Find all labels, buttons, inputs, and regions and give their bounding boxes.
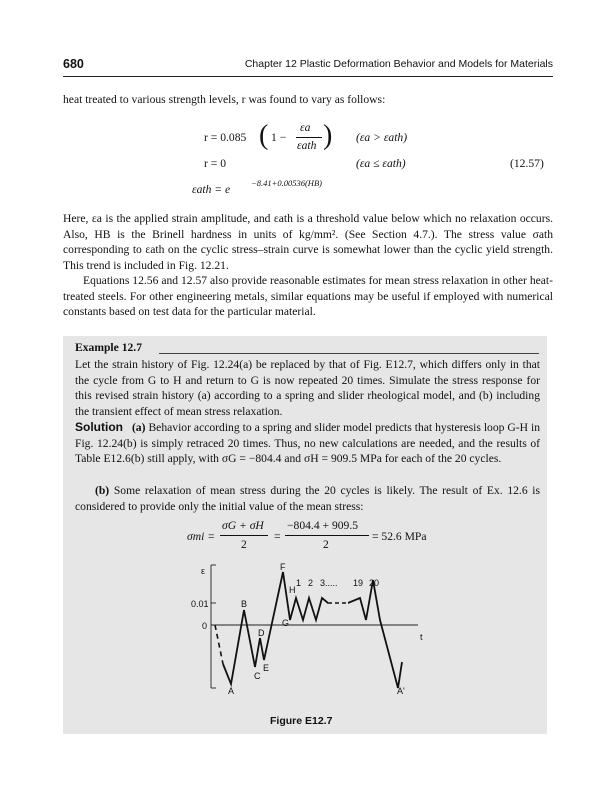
eq-line1-num: εa bbox=[300, 121, 311, 134]
paragraph-2: Equations 12.56 and 12.57 also provide reasonable estimates for mean stress relaxation in other heat-treated steels. For other engineering metals, similar equations may be useful if employed with numerical constants based on test data for the particular material. bbox=[63, 274, 553, 319]
point-label-a-prime: A' bbox=[397, 686, 405, 696]
solution-label: Solution bbox=[75, 420, 123, 434]
point-label-f: F bbox=[280, 562, 286, 572]
point-label-b: B bbox=[241, 599, 248, 609]
eq-paren-close: ) bbox=[323, 120, 333, 151]
eq-bar2 bbox=[285, 535, 369, 536]
cycle-label-19: 19 bbox=[353, 578, 364, 588]
tick-0-label: 0 bbox=[202, 621, 208, 631]
tick-001-label: 0.01 bbox=[191, 599, 209, 609]
strain-history-line bbox=[223, 572, 402, 688]
solution-part-a bbox=[75, 420, 540, 467]
eq-paren-open: ( bbox=[259, 120, 269, 151]
running-title: Chapter 12 Plastic Deformation Behavior and Models for Materials bbox=[244, 58, 553, 70]
eq-line2-lhs: r = 0 bbox=[204, 157, 226, 170]
point-label-h: H bbox=[289, 585, 296, 595]
eq-line2-cond: (εa ≤ εath) bbox=[356, 157, 406, 170]
eq-number: (12.57) bbox=[510, 157, 544, 170]
part-a-label: (a) bbox=[131, 421, 146, 434]
cycle-label-2: 2 bbox=[308, 578, 314, 588]
eq-line3-exp: −8.41+0.00536(HB) bbox=[251, 178, 322, 188]
eq-line1-lhs: r = 0.085 bbox=[204, 131, 247, 144]
part-b-label: (b) bbox=[95, 484, 110, 497]
cycle-label-3: 3..... bbox=[320, 578, 338, 588]
part-a-text: Behavior according to a spring and slider model predicts that hysteresis loop G-H in Fig. 12.24(b) is simply retraced 20 times. Thus, no new calculations are needed, and the results of Table E12.6(b) still apply, with σG = −804.4 and σH = 909.5 MPa for each of the 20 cycles. bbox=[75, 421, 540, 466]
point-label-g: G bbox=[282, 618, 290, 628]
point-label-c: C bbox=[254, 671, 261, 681]
eq-num1: σG + σH bbox=[222, 519, 264, 532]
x-axis-label: t bbox=[420, 632, 423, 642]
eq-fraction-bar bbox=[296, 137, 322, 138]
header-rule bbox=[63, 76, 553, 77]
solution-part-b bbox=[75, 483, 540, 514]
eq-line1-den: εath bbox=[297, 139, 317, 152]
figure-caption: Figure E12.7 bbox=[270, 715, 333, 727]
example-title-rule bbox=[159, 353, 539, 354]
cycle-label-1: 1 bbox=[296, 578, 302, 588]
example-statement: Let the strain history of Fig. 12.24(a) be replaced by that of Fig. E12.7, which differs only in that the cycle from G to H and return to G is now repeated 20 times. Simulate the stress response for this revised strain history (a) according to a spring and slider rheological model, and (b) including the transient effect of mean stress relaxation. bbox=[75, 358, 540, 418]
part-b-text: Some relaxation of mean stress during the 20 cycles is likely. The result of Ex. 12.6 is considered to provide only the initial value of the mean stress: bbox=[75, 484, 541, 513]
eq-den2: 2 bbox=[323, 538, 329, 551]
intro-line: heat treated to various strength levels, r was found to vary as follows: bbox=[63, 93, 386, 106]
page-number: 680 bbox=[63, 57, 84, 71]
paragraph-1: Here, εa is the applied strain amplitude, and εath is a threshold value below which no relaxation occurs. Also, HB is the Brinell hardness in units of kg/mm². (See Section 4.7.). The stress value σath corresponding to εath on the cyclic stress–strain curve is somewhat lower than the cyclic yield strength. This trend is included in Fig. 12.21. bbox=[63, 212, 553, 272]
eq-mid: = bbox=[274, 530, 281, 543]
point-label-d: D bbox=[258, 628, 265, 638]
eq-rhs: = 52.6 MPa bbox=[372, 530, 427, 543]
eq-sigma-mi: σmi = bbox=[187, 530, 216, 543]
cycle-label-20: 20 bbox=[369, 578, 380, 588]
eq-bar1 bbox=[220, 535, 268, 536]
eq-one-minus: 1 − bbox=[271, 131, 287, 144]
eq-line1-cond: (εa > εath) bbox=[356, 131, 408, 144]
point-label-a: A bbox=[228, 686, 235, 696]
eq-num2: −804.4 + 909.5 bbox=[287, 519, 359, 532]
y-axis-label: ε bbox=[201, 566, 206, 576]
initial-dashed-segment bbox=[215, 625, 223, 664]
strain-history-figure bbox=[170, 560, 435, 705]
eq-den1: 2 bbox=[241, 538, 247, 551]
eq-line3-lhs: εath = e bbox=[192, 183, 231, 196]
running-header bbox=[63, 57, 553, 75]
point-label-e: E bbox=[263, 663, 270, 673]
example-title: Example 12.7 bbox=[75, 341, 142, 354]
